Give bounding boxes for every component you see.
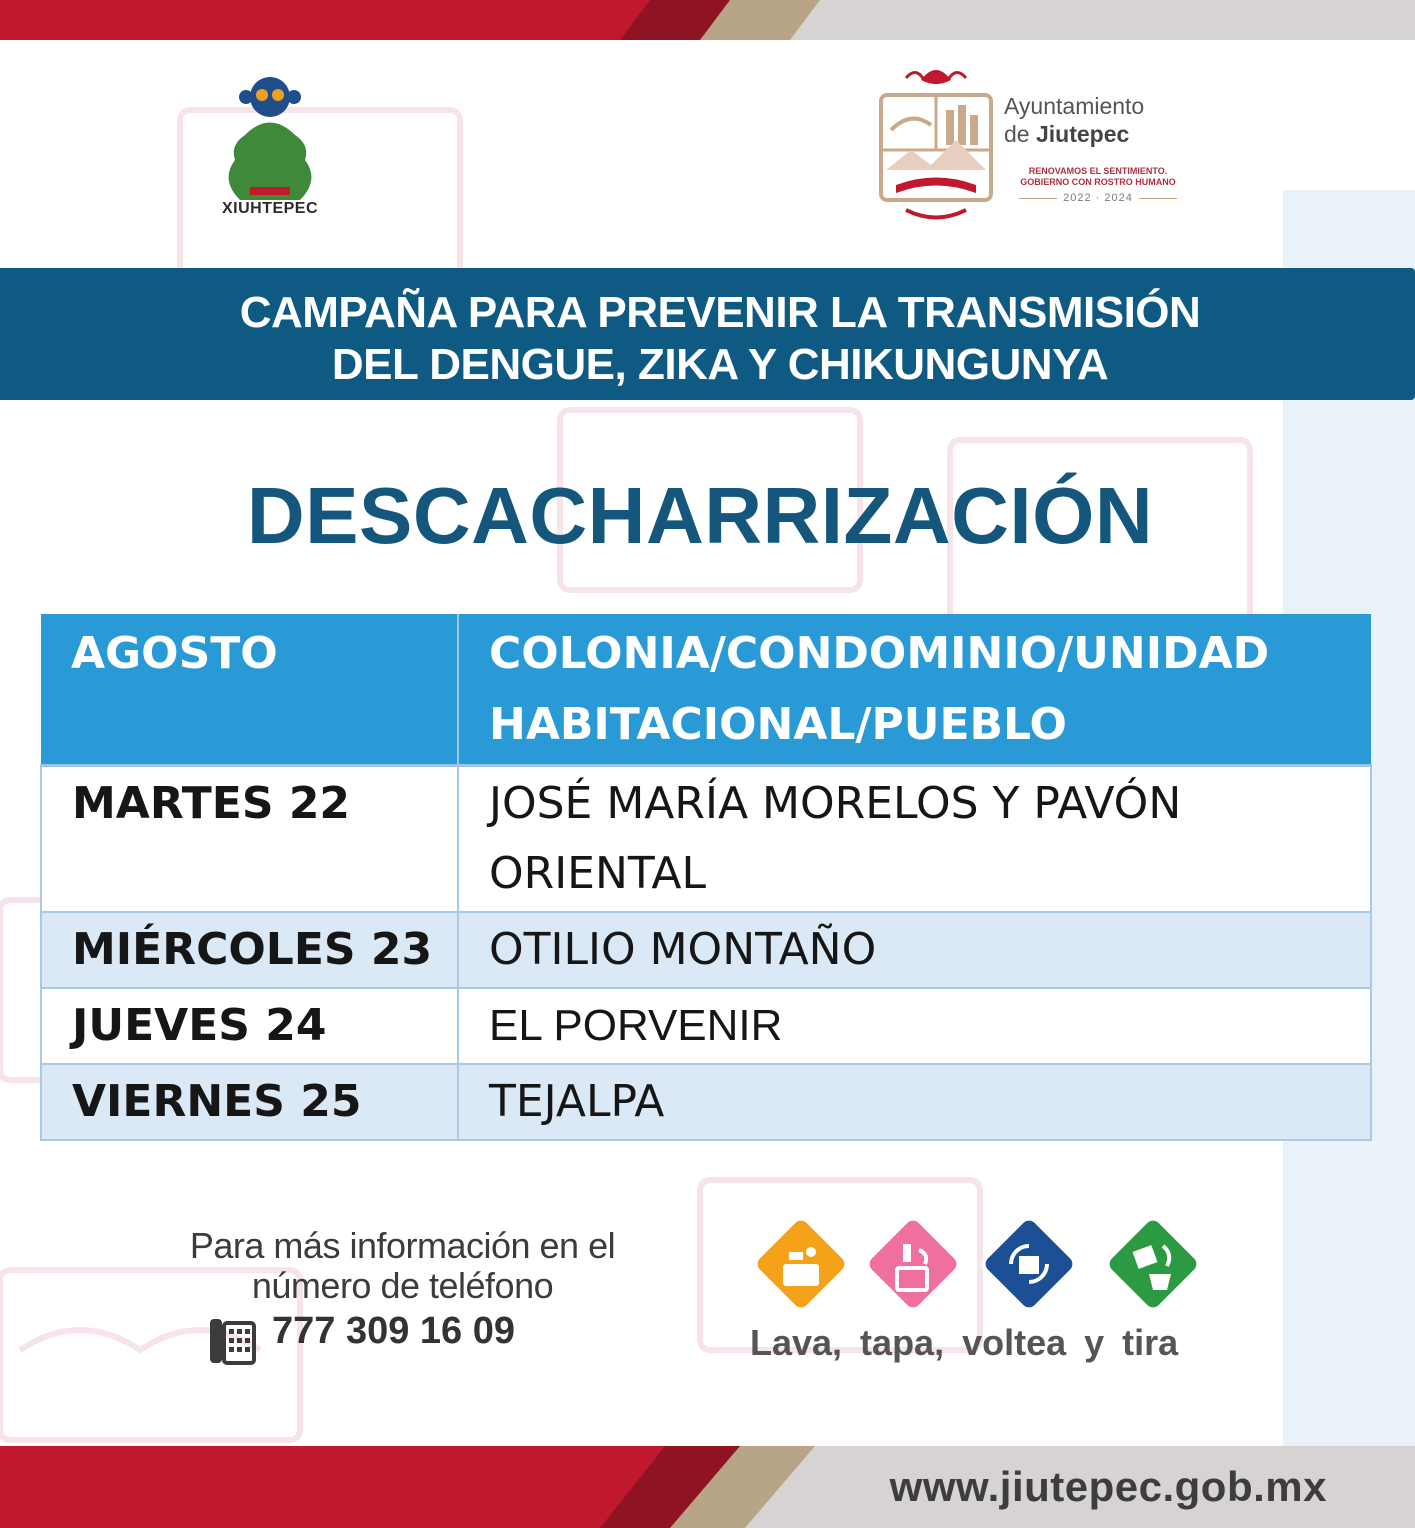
slogan-line1: RENOVAMOS EL SENTIMIENTO. (1028, 166, 1168, 176)
ayuntamiento-de: de (1004, 121, 1036, 147)
telephone-icon (208, 1313, 258, 1365)
schedule-table (40, 614, 1372, 1141)
table-row (41, 988, 1371, 1064)
wash-icon (749, 1212, 853, 1316)
row-day: MARTES 22 (41, 766, 458, 913)
ayuntamiento-emblem (876, 60, 996, 220)
banner-title-line1: CAMPAÑA PARA PREVENIR LA TRANSMISIÓN (239, 288, 1201, 337)
table-row (41, 912, 1371, 988)
cover-icon (861, 1212, 965, 1316)
ayuntamiento-name (1004, 92, 1144, 148)
row-day: VIERNES 25 (41, 1064, 458, 1140)
ayuntamiento-city: Jiutepec (1035, 121, 1130, 147)
info-line1: Para más información en el (189, 1225, 616, 1266)
header-place-line1: COLONIA/CONDOMINIO/UNIDAD (489, 628, 1270, 679)
administration-years (1004, 192, 1192, 204)
row-place: TEJALPA (458, 1064, 1371, 1140)
prevention-motto: Lava, tapa, voltea y tira (750, 1322, 1179, 1363)
phone-number[interactable]: 777 309 16 09 (272, 1310, 516, 1352)
years-text: 2022 · 2024 (1063, 192, 1133, 204)
throw-away-icon (1101, 1212, 1205, 1316)
row-place: EL PORVENIR (458, 988, 1371, 1064)
row-day: MIÉRCOLES 23 (41, 912, 458, 988)
row-place: OTILIO MONTAÑO (458, 912, 1371, 988)
row-place-line2: ORIENTAL (489, 848, 706, 899)
ayuntamiento-line2 (1004, 120, 1144, 148)
page-title: DESCACHARRIZACIÓN (246, 471, 1154, 560)
info-line2: número de teléfono (251, 1265, 554, 1306)
ayuntamiento-slogan (1004, 166, 1192, 188)
header-place-line2: HABITACIONAL/PUEBLO (489, 699, 1067, 750)
row-day: JUEVES 24 (41, 988, 458, 1064)
row-place (458, 766, 1371, 913)
banner-title-line2: DEL DENGUE, ZIKA Y CHIKUNGUNYA (331, 340, 1109, 389)
slogan-line2: GOBIERNO CON ROSTRO HUMANO (1020, 177, 1176, 187)
info-text (130, 1226, 675, 1306)
top-color-band (0, 0, 1415, 40)
ayuntamiento-line1: Ayuntamiento (1004, 93, 1145, 119)
table-row (41, 1064, 1371, 1140)
header-place (458, 614, 1371, 766)
xiuhtepec-logo-text: XIUHTEPEC (221, 200, 319, 217)
header-month: AGOSTO (41, 614, 458, 766)
table-row (41, 766, 1371, 913)
table-header-row (41, 614, 1371, 766)
website-link[interactable]: www.jiutepec.gob.mx (889, 1463, 1327, 1510)
turn-over-icon (977, 1212, 1081, 1316)
row-place-line1: JOSÉ MARÍA MORELOS Y PAVÓN (489, 778, 1182, 829)
